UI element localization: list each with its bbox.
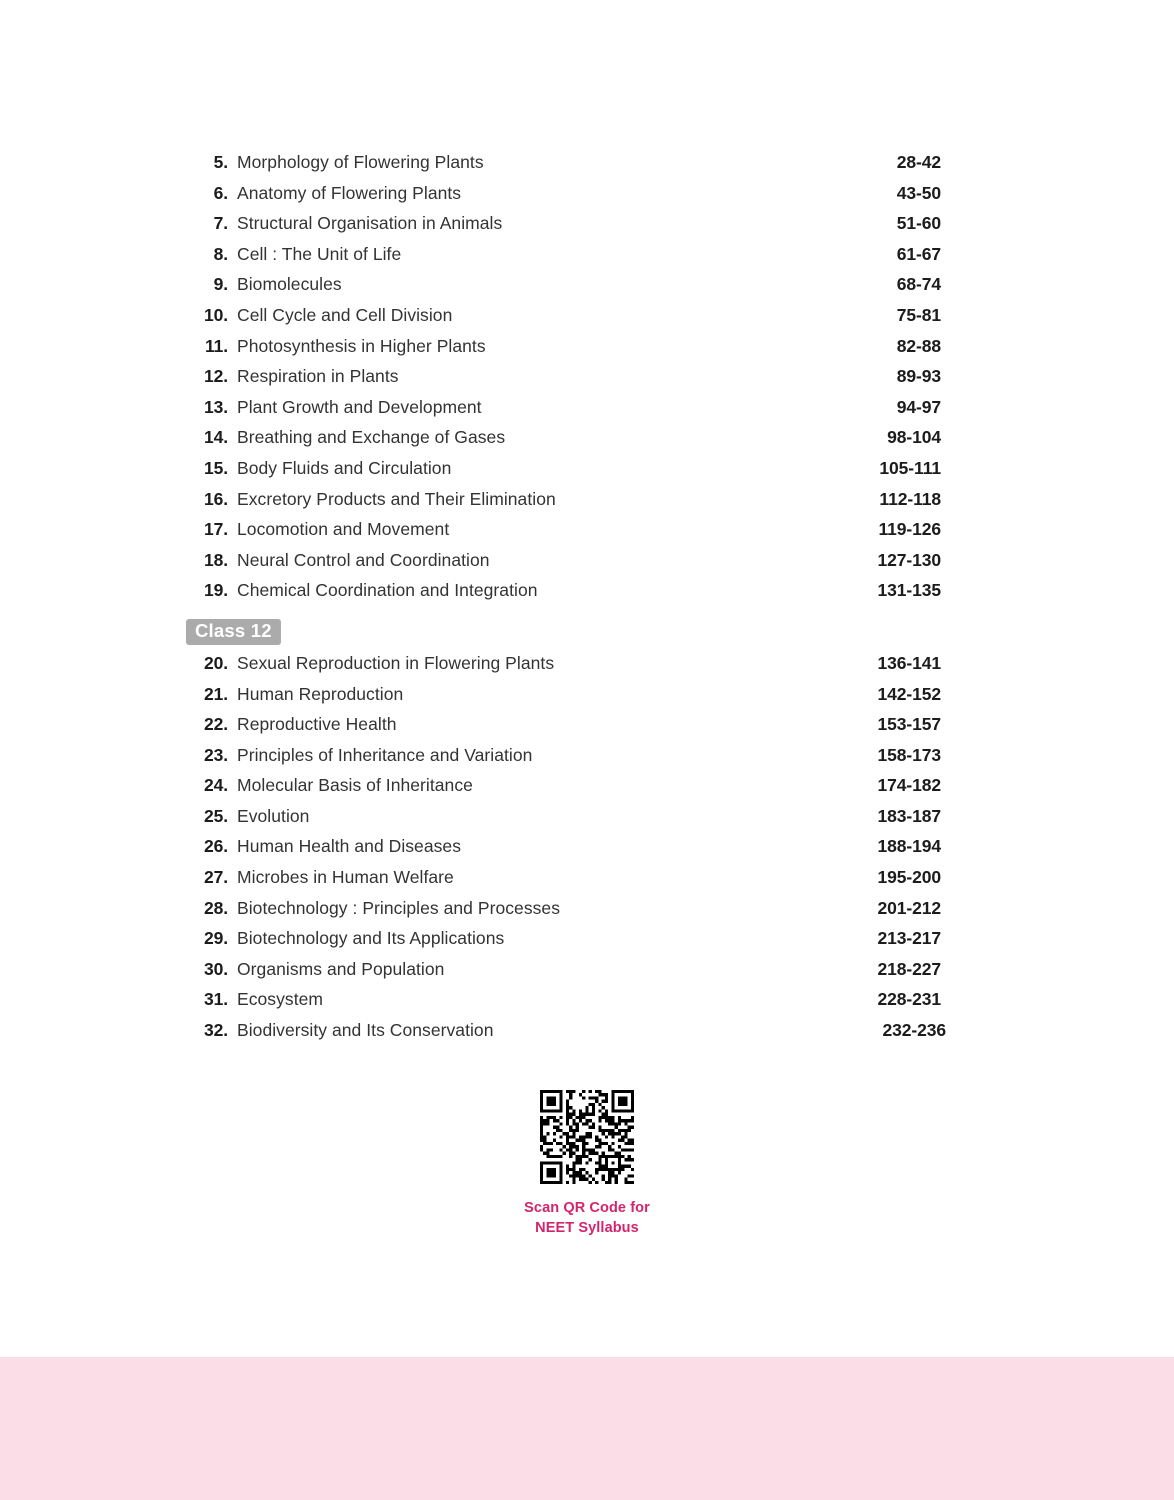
toc-row-number: 5. [213, 152, 228, 172]
toc-row-number: 6. [213, 182, 228, 203]
toc-row-title: Structural Organisation in Animals [237, 213, 503, 234]
toc-row-title: Morphology of Flowering Plants [237, 152, 484, 172]
toc-row-title: Organisms and Population [237, 958, 445, 979]
toc-row-number: 22. [203, 714, 228, 735]
toc-row-title: Ecosystem [237, 989, 324, 1010]
toc-row-title: Biodiversity and Its Conservation [237, 1020, 494, 1041]
toc-row-number: 19. [203, 580, 228, 601]
toc-row[interactable] [186, 836, 941, 867]
toc-row-title: Reproductive Health [237, 714, 397, 735]
toc-row-number: 24. [203, 775, 228, 796]
toc-row-title: Breathing and Exchange of Gases [237, 427, 506, 448]
toc-row-pages: 228-231 [877, 989, 941, 1010]
class-11-chapter-list [186, 152, 941, 611]
toc-row[interactable] [186, 458, 941, 489]
toc-row-number: 11. [204, 335, 228, 356]
toc-row-number: 30. [203, 958, 228, 979]
toc-row-number: 26. [203, 836, 228, 857]
toc-row[interactable] [186, 366, 941, 397]
toc-row[interactable] [186, 336, 941, 367]
toc-row-number: 13. [203, 396, 228, 417]
toc-row-title: Locomotion and Movement [237, 519, 450, 540]
class-12-chapter-list [186, 652, 946, 1051]
toc-row-title: Human Reproduction [237, 683, 404, 704]
toc-row-pages: 61-67 [896, 243, 941, 264]
toc-row-pages: 75-81 [896, 304, 941, 325]
toc-row-pages: 82-88 [896, 335, 941, 356]
toc-row[interactable] [186, 775, 941, 806]
toc-row[interactable] [186, 274, 941, 305]
toc-row-pages: 188-194 [877, 836, 941, 857]
qr-caption-line-2: NEET Syllabus [535, 1220, 639, 1236]
toc-row-pages: 89-93 [896, 366, 941, 387]
toc-row-title: Excretory Products and Their Elimination [237, 488, 556, 509]
toc-row-pages: 183-187 [877, 805, 941, 826]
toc-row-number: 8. [213, 243, 228, 264]
toc-row[interactable] [186, 397, 941, 428]
toc-row[interactable] [186, 244, 941, 275]
toc-row-number: 16. [203, 488, 228, 509]
toc-row-number: 12. [203, 366, 228, 387]
toc-row-pages: 28-42 [896, 152, 941, 172]
toc-row[interactable] [186, 580, 941, 611]
toc-row-pages: 153-157 [877, 714, 941, 735]
toc-row-pages: 213-217 [877, 928, 941, 949]
bottom-decorative-band [0, 1357, 1174, 1500]
toc-row-pages: 158-173 [877, 744, 941, 765]
toc-row[interactable] [186, 928, 941, 959]
toc-row-title: Human Health and Diseases [237, 836, 462, 857]
toc-row-number: 23. [203, 744, 228, 765]
toc-row[interactable] [186, 806, 941, 837]
toc-row-number: 17. [203, 519, 228, 540]
toc-row-title: Cell Cycle and Cell Division [237, 304, 453, 325]
toc-row-pages: 174-182 [877, 775, 941, 796]
toc-row-pages: 131-135 [877, 580, 941, 601]
toc-row-pages: 94-97 [896, 396, 941, 417]
toc-row-number: 15. [203, 457, 228, 478]
toc-row[interactable] [186, 427, 941, 458]
toc-row[interactable] [186, 152, 941, 183]
toc-row[interactable] [186, 550, 941, 581]
table-of-contents [186, 152, 946, 1051]
toc-row-title: Respiration in Plants [237, 366, 399, 387]
toc-row[interactable] [186, 213, 941, 244]
toc-row-number: 14. [203, 427, 228, 448]
toc-row-number: 31. [203, 989, 228, 1010]
toc-row-number: 9. [213, 274, 228, 295]
toc-row-pages: 232-236 [882, 1020, 946, 1041]
toc-row[interactable] [186, 898, 941, 929]
toc-row-pages: 142-152 [877, 683, 941, 704]
toc-row-pages: 98-104 [887, 427, 941, 448]
class-12-badge: Class 12 [186, 619, 281, 645]
toc-row-number: 18. [203, 549, 228, 570]
toc-row[interactable] [186, 489, 941, 520]
toc-row-pages: 105-111 [879, 457, 941, 478]
toc-row-title: Sexual Reproduction in Flowering Plants [237, 652, 555, 673]
toc-row[interactable] [186, 183, 941, 214]
toc-row-number: 20. [203, 652, 228, 673]
toc-row-number: 27. [203, 867, 228, 888]
toc-row-pages: 127-130 [877, 549, 941, 570]
toc-row-pages: 195-200 [877, 867, 941, 888]
toc-row-pages: 119-126 [878, 519, 941, 540]
toc-row-title: Evolution [237, 805, 310, 826]
toc-row-number: 21. [203, 683, 228, 704]
toc-row-pages: 218-227 [877, 958, 941, 979]
toc-row-pages: 112-118 [879, 488, 941, 509]
toc-row-number: 7. [213, 213, 228, 234]
toc-row-number: 28. [203, 897, 228, 918]
toc-row-title: Biomolecules [237, 274, 342, 295]
qr-code-icon[interactable] [540, 1090, 634, 1184]
toc-row[interactable] [186, 684, 941, 715]
toc-row[interactable] [186, 305, 941, 336]
qr-caption [524, 1198, 650, 1238]
toc-row[interactable] [186, 653, 941, 684]
toc-row-title: Molecular Basis of Inheritance [237, 775, 473, 796]
toc-row-title: Photosynthesis in Higher Plants [237, 335, 486, 356]
toc-row-title: Plant Growth and Development [237, 396, 482, 417]
toc-row-number: 29. [203, 928, 228, 949]
toc-row-number: 25. [203, 805, 228, 826]
toc-row[interactable] [186, 1020, 946, 1051]
toc-row-title: Body Fluids and Circulation [237, 457, 452, 478]
toc-row-title: Anatomy of Flowering Plants [237, 182, 462, 203]
toc-row-pages: 136-141 [877, 652, 941, 673]
toc-row-title: Microbes in Human Welfare [237, 867, 454, 888]
toc-row-title: Chemical Coordination and Integration [237, 580, 538, 601]
toc-row[interactable] [186, 867, 941, 898]
toc-row[interactable] [186, 989, 941, 1020]
toc-row-title: Biotechnology : Principles and Processes [237, 897, 561, 918]
toc-row-number: 32. [203, 1020, 228, 1041]
toc-row-title: Biotechnology and Its Applications [237, 928, 505, 949]
qr-caption-line-1: Scan QR Code for [524, 1200, 650, 1216]
toc-row-number: 10. [203, 304, 228, 325]
toc-row-title: Principles of Inheritance and Variation [237, 744, 533, 765]
toc-row[interactable] [186, 714, 941, 745]
toc-row[interactable] [186, 519, 941, 550]
toc-row-pages: 51-60 [896, 213, 941, 234]
toc-row[interactable] [186, 959, 941, 990]
toc-row-title: Cell : The Unit of Life [237, 243, 402, 264]
toc-row-pages: 43-50 [896, 182, 941, 203]
toc-row[interactable] [186, 745, 941, 776]
toc-row-pages: 68-74 [896, 274, 941, 295]
qr-section [0, 1090, 1174, 1238]
toc-row-pages: 201-212 [877, 897, 941, 918]
toc-row-title: Neural Control and Coordination [237, 549, 490, 570]
class-12-badge-row [186, 611, 941, 653]
